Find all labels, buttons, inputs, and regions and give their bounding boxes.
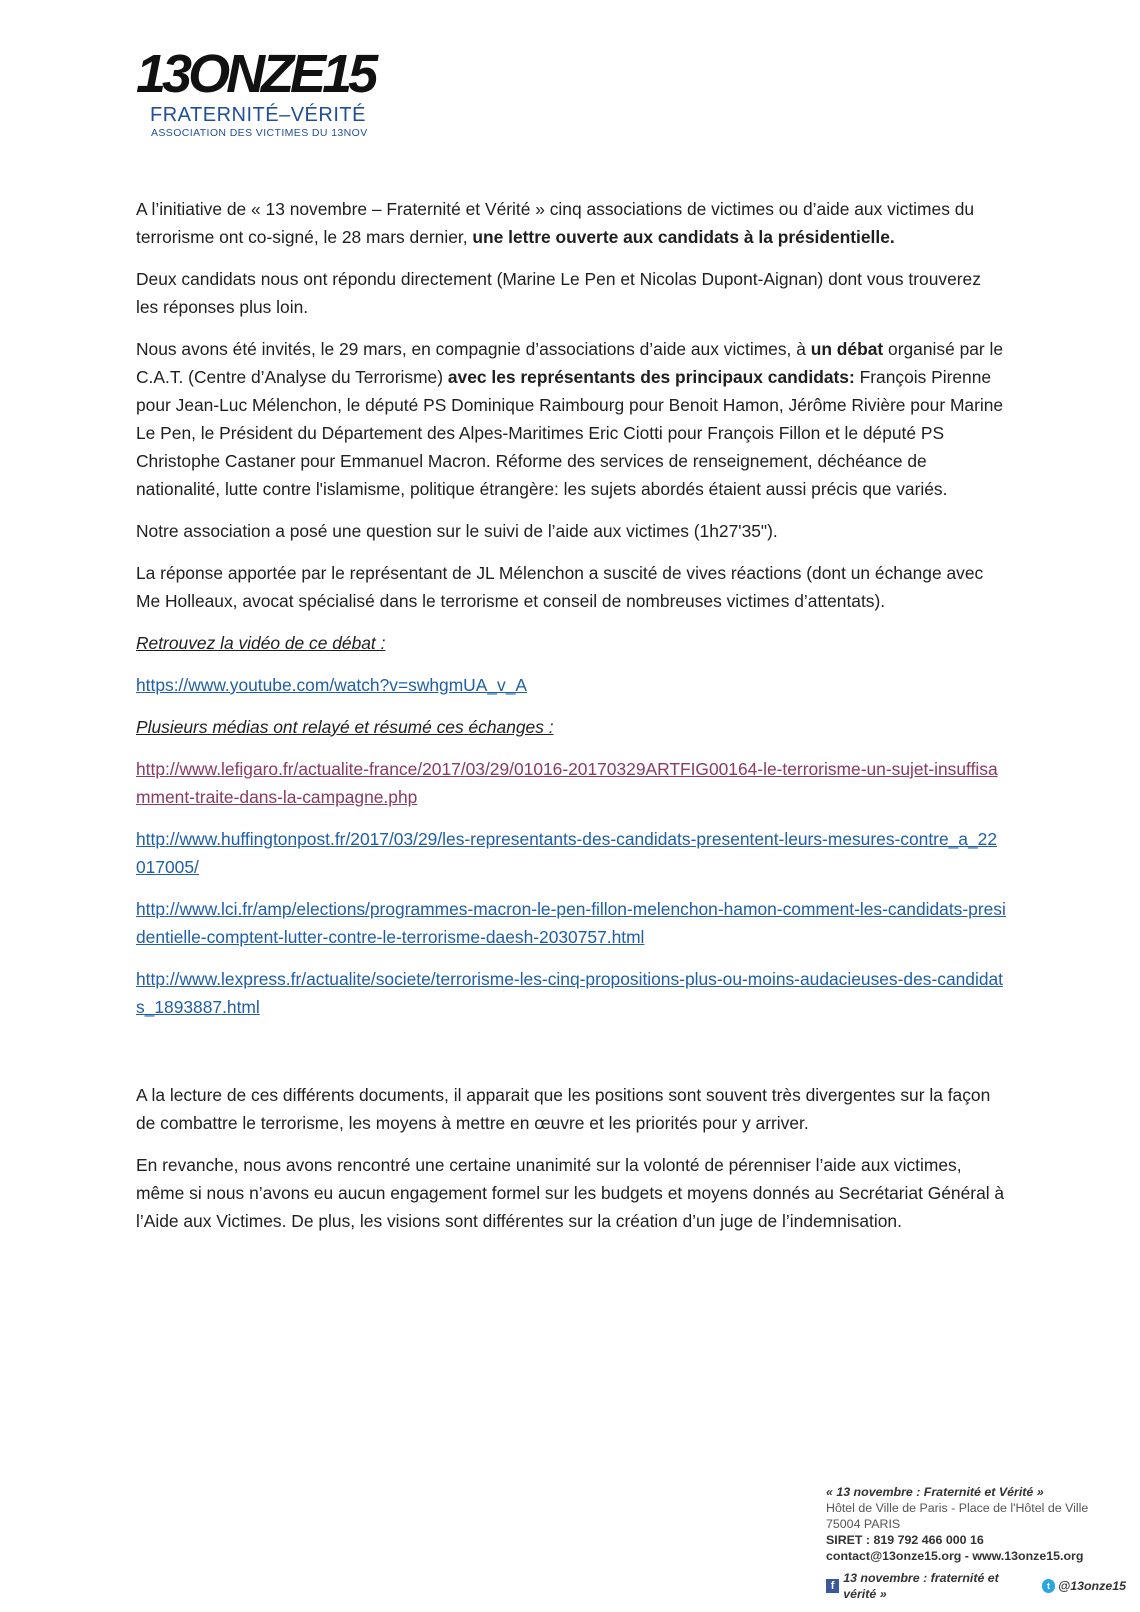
footer-contact-line[interactable]: contact@13onze15.org - www.13onze15.org (826, 1549, 1084, 1563)
paragraph-text: François Pirenne pour Jean-Luc Mélenchon, le député PS Dominique Raimbourg pour Benoit Hamon, Jérôme Rivière pour Marine Le Pen, le Président du Département des Alpes-Maritimes Eric Ciotti pour François Fillon et le député PS Christophe Castaner pour Emmanuel Macron. Réforme des services de renseignement, déchéance de nationalité, lutte contre l'islamisme, politique étrangère: les sujets abordés étaient aussi précis que variés. (136, 367, 1004, 499)
twitter-icon: t (1042, 1579, 1055, 1593)
letter-body (136, 195, 1006, 1249)
media-heading-text: Plusieurs médias ont relayé et résumé ces échanges : (136, 717, 554, 737)
media-link-lefigaro[interactable]: http://www.lefigaro.fr/actualite-france/2017/03/29/01016-20170329ARTFIG00164-le-terrorisme-un-sujet-insuffisamment-traite-dans-la-campagne.php (136, 759, 998, 807)
footer-contact (826, 1484, 1126, 1602)
video-heading (136, 629, 1006, 657)
paragraph-responses: Deux candidats nous ont répondu directement (Marine Le Pen et Nicolas Dupont-Aignan) dont vous trouverez les réponses plus loin. (136, 269, 981, 317)
spacer (136, 1035, 1006, 1081)
paragraph-emphasis: une lettre ouverte aux candidats à la présidentielle. (472, 227, 895, 247)
paragraph-emphasis: un débat (810, 339, 884, 359)
paragraph-question: Notre association a posé une question sur le suivi de l’aide aux victimes (1h27'35"). (136, 521, 778, 541)
paragraph-open-letter (136, 195, 1006, 251)
media-link-huffingtonpost[interactable]: http://www.huffingtonpost.fr/2017/03/29/les-representants-des-candidats-presentent-leurs-mesures-contre_a_22017005/ (136, 829, 997, 877)
paragraph-debate (136, 335, 1006, 503)
media-link-paragraph (136, 965, 1006, 1021)
footer-siret: SIRET : 819 792 466 000 16 (826, 1533, 984, 1547)
media-link-paragraph (136, 895, 1006, 951)
video-link-paragraph (136, 671, 1006, 699)
media-link-lexpress[interactable]: http://www.lexpress.fr/actualite/societe/terrorisme-les-cinq-propositions-plus-ou-moins-audacieuses-des-candidats_1893887.html (136, 969, 1004, 1017)
paragraph-conclusion: A la lecture de ces différents documents, il apparait que les positions sont souvent très divergentes sur la façon de combattre le terrorisme, les moyens à mettre en œuvre et les priorités pour y arriver. (136, 1085, 991, 1133)
paragraph-text: organisé par le C.A.T. (Centre d’Analyse du Terrorisme) (136, 339, 1004, 387)
media-link-paragraph (136, 825, 1006, 881)
facebook-label[interactable]: 13 novembre : fraternité et vérité » (843, 1571, 999, 1601)
footer-city: 75004 PARIS (826, 1517, 901, 1531)
video-link[interactable]: https://www.youtube.com/watch?v=swhgmUA_v_A (136, 675, 527, 695)
media-link-paragraph (136, 755, 1006, 811)
paragraph-reaction: La réponse apportée par le représentant de JL Mélenchon a suscité de vives réactions (dont un échange avec Me Holleaux, avocat spécialisé dans le terrorisme et conseil de nombreuses victimes d’attentats). (136, 563, 984, 611)
video-heading-text: Retrouvez la vidéo de ce débat : (136, 633, 386, 653)
logo-tagline: FRATERNITÉ–VÉRITÉ (150, 104, 366, 126)
paragraph-emphasis: avec les représentants des principaux candidats: (447, 367, 855, 387)
twitter-handle[interactable]: @13onze15 (1058, 1579, 1126, 1593)
media-heading (136, 713, 1006, 741)
paragraph-unanimity: En revanche, nous avons rencontré une certaine unanimité sur la volonté de pérenniser l’aide aux victimes, même si nous n’avons eu aucun engagement formel sur les budgets et moyens donnés au Secrétariat Général à l’Aide aux Victimes. De plus, les visions sont différentes sur la création d’un juge de l’indemnisation. (136, 1155, 1005, 1231)
footer-address: Hôtel de Ville de Paris - Place de l'Hôtel de Ville (826, 1501, 1089, 1515)
logo (136, 44, 376, 144)
facebook-icon: f (826, 1579, 839, 1593)
footer-social (826, 1570, 1126, 1602)
logo-wordmark: 13ONZE15 (136, 44, 375, 104)
logo-subtitle: ASSOCIATION DES VICTIMES DU 13NOV (151, 127, 368, 139)
paragraph-text: A l’initiative de « 13 novembre – Fraternité et Vérité » cinq associations de victimes ou d’aide aux victimes du terrorisme ont co-signé, le 28 mars dernier, (136, 199, 975, 247)
media-link-lci[interactable]: http://www.lci.fr/amp/elections/programmes-macron-le-pen-fillon-melenchon-hamon-comment-les-candidats-presidentielle-comptent-lutter-contre-le-terrorisme-daesh-2030757.html (136, 899, 1006, 947)
footer-org: « 13 novembre : Fraternité et Vérité » (826, 1485, 1044, 1499)
paragraph-text: Nous avons été invités, le 29 mars, en compagnie d’associations d’aide aux victimes, à (136, 339, 811, 359)
